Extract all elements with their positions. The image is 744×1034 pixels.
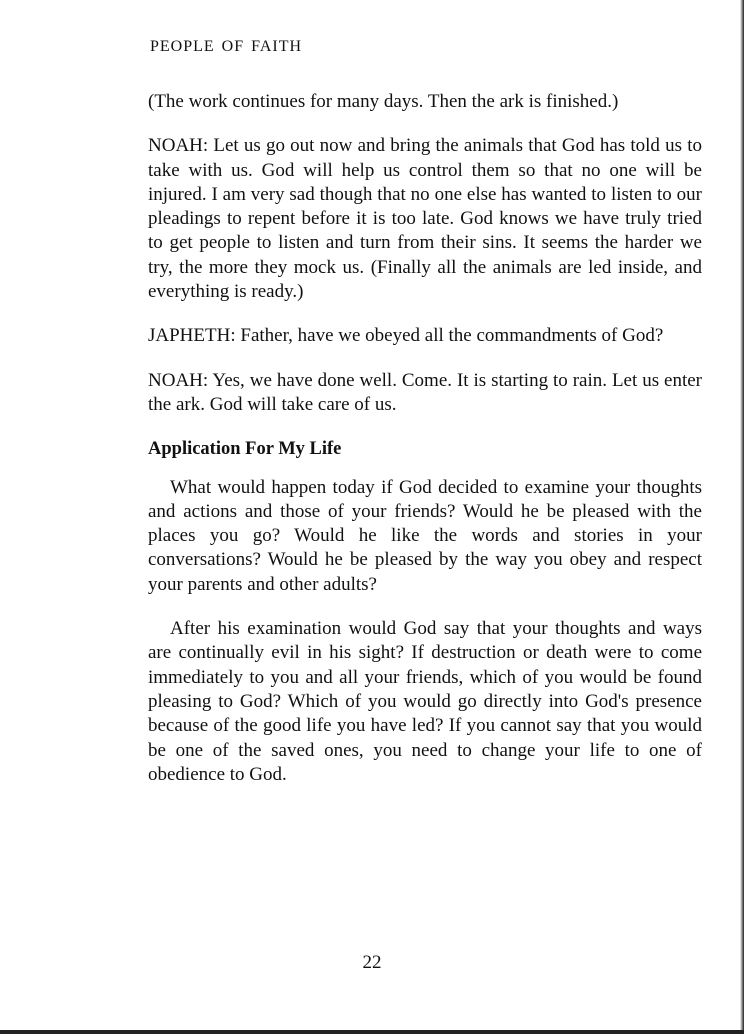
page-edge-bottom — [0, 1030, 744, 1034]
section-heading: Application For My Life — [148, 439, 342, 460]
stage-direction: (The work continues for many days. Then the ark is finished.) — [148, 91, 619, 112]
dialogue-noah-2 — [148, 369, 702, 418]
dialogue-text: Father, have we obeyed all the commandments of God? — [240, 325, 664, 347]
running-head: PEOPLE OF FAITH — [150, 38, 303, 55]
dialogue-japheth — [148, 324, 702, 348]
application-paragraph-1: What would happen today if God decided to examine your thoughts and actions and those of your friends? Would he be pleased with the places you go? Would he like the words and stories in your conversations? Would he be pleased by the way you obey and respect your parents and other adults? — [148, 476, 702, 595]
page-content — [148, 90, 702, 807]
page-edge-right — [740, 0, 744, 1034]
speaker-label: JAPHETH: — [148, 325, 236, 347]
dialogue-text: Yes, we have done well. Come. It is starting to rain. Let us enter the ark. God will take care of us. — [148, 369, 703, 415]
dialogue-text: Let us go out now and bring the animals that God has told us to take with us. God will help us control them so that no one will be injured. I am very sad though that no one else has wanted to listen to our pleadings to repent before it is too late. God knows we have truly tried to get people to listen and turn from their sins. It seems the harder we try, the more they mock us. (Finally all the animals are led inside, and everything is ready.) — [148, 135, 702, 303]
speaker-label: NOAH: — [148, 369, 209, 391]
application-paragraph-2: After his examination would God say that your thoughts and ways are continually evil in his sight? If destruction or death were to come immediately to you and all your friends, which of you would be found pleasing to God? Which of you would go directly into God's presence because of the good life you have led? If you cannot say that you would be one of the saved ones, you need to change your life to one of obedience to God. — [148, 618, 702, 785]
page-number: 22 — [362, 952, 382, 973]
dialogue-noah-1 — [148, 134, 702, 304]
speaker-label: NOAH: — [148, 135, 209, 157]
